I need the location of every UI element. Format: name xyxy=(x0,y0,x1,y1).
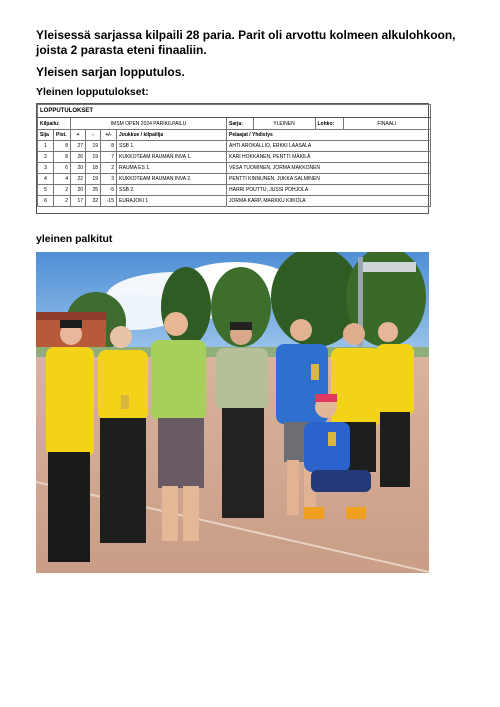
intro-text: Yleisessä sarjassa kilpaili 28 paria. Parit oli arvottu kolmeen alkulohkoon, joista 2 parasta eteni finaaliin. xyxy=(36,28,456,57)
series-result-heading: Yleisen sarjan lopputulos. xyxy=(36,65,185,79)
cell-diff: 8 xyxy=(101,141,117,152)
results-table xyxy=(36,103,429,214)
cell-diff: -5 xyxy=(101,185,117,196)
cell-minus: 19 xyxy=(86,152,101,163)
col-header-players: Pelaajat / Yhdistys xyxy=(227,130,431,141)
cell-team: EURAJOKI 1 xyxy=(117,196,227,207)
cell-players: HARRI POUTTU, JUSSI POHJOLA xyxy=(227,185,431,196)
col-header-diff: +/- xyxy=(101,130,117,141)
cell-points: 2 xyxy=(54,196,71,207)
competition-label: Kilpailu: xyxy=(38,118,71,130)
cell-rank: 6 xyxy=(38,196,54,207)
cell-minus: 19 xyxy=(86,174,101,185)
cell-minus: 19 xyxy=(86,141,101,152)
col-header-team: Joukkue / kilpailija xyxy=(117,130,227,141)
competition-name: IMSM OPEN 2024 PARIKILPAILU xyxy=(110,120,187,127)
cell-rank: 3 xyxy=(38,163,54,174)
cell-plus: 27 xyxy=(71,141,86,152)
cell-diff: 2 xyxy=(101,163,117,174)
col-header-minus: - xyxy=(86,130,101,141)
cell-minus: 32 xyxy=(86,196,101,207)
cell-players: JORMA KARP, MARKKU KIIKOLA xyxy=(227,196,431,207)
cell-plus: 17 xyxy=(71,196,86,207)
cell-diff: 3 xyxy=(101,174,117,185)
cell-minus: 25 xyxy=(86,185,101,196)
meta-right-cell xyxy=(227,118,431,130)
series-value: YLEINEN xyxy=(253,118,315,129)
cell-team: KUKKOTEAM RAUMAN INVA 2. xyxy=(117,174,227,185)
col-header-rank: Sija xyxy=(38,130,54,141)
awardees-photo xyxy=(36,252,429,573)
cell-minus: 18 xyxy=(86,163,101,174)
table-header-row xyxy=(38,130,431,141)
cell-points: 6 xyxy=(54,163,71,174)
cell-players: AHTI AROKALLIO, ERKKI LAASALA xyxy=(227,141,431,152)
cell-plus: 26 xyxy=(71,152,86,163)
cell-points: 8 xyxy=(54,152,71,163)
awards-heading: yleinen palkitut xyxy=(36,233,113,245)
col-header-plus: + xyxy=(71,130,86,141)
cell-players: VESA TUOMINEN, JORMA MAKKONEN xyxy=(227,163,431,174)
cell-plus: 22 xyxy=(71,174,86,185)
cell-team: SSB 1. xyxy=(117,141,227,152)
cell-points: 4 xyxy=(54,174,71,185)
cell-plus: 20 xyxy=(71,185,86,196)
block-value: FINAALI xyxy=(377,120,397,127)
table-row xyxy=(38,152,431,163)
cell-plus: 20 xyxy=(71,163,86,174)
cell-points: 8 xyxy=(54,141,71,152)
results-table-title: LOPPUTULOKSET xyxy=(38,105,431,118)
results-heading: Yleinen lopputulokset: xyxy=(36,86,149,98)
cell-diff: 7 xyxy=(101,152,117,163)
cell-players: PENTTI KINNUNEN, JUKKA SALMINEN xyxy=(227,174,431,185)
col-header-points: Pist. xyxy=(54,130,71,141)
table-row xyxy=(38,141,431,152)
competition-value xyxy=(71,118,227,130)
cell-diff: -15 xyxy=(101,196,117,207)
cell-players: KARI HOKKANEN, PENTTI MÄKILÄ xyxy=(227,152,431,163)
table-row xyxy=(38,196,431,207)
table-row xyxy=(38,174,431,185)
cell-rank: 5 xyxy=(38,185,54,196)
cell-team: SSB 2. xyxy=(117,185,227,196)
table-row xyxy=(38,163,431,174)
cell-team: KUKKOTEAM RAUMAN INVA 1. xyxy=(117,152,227,163)
block-label: Lohko: xyxy=(315,118,343,129)
cell-points: 2 xyxy=(54,185,71,196)
cell-rank: 4 xyxy=(38,174,54,185)
cell-rank: 1 xyxy=(38,141,54,152)
series-label: Sarja: xyxy=(227,118,253,129)
table-row xyxy=(38,185,431,196)
cell-team: RAUMA ES 1. xyxy=(117,163,227,174)
cell-rank: 2 xyxy=(38,152,54,163)
